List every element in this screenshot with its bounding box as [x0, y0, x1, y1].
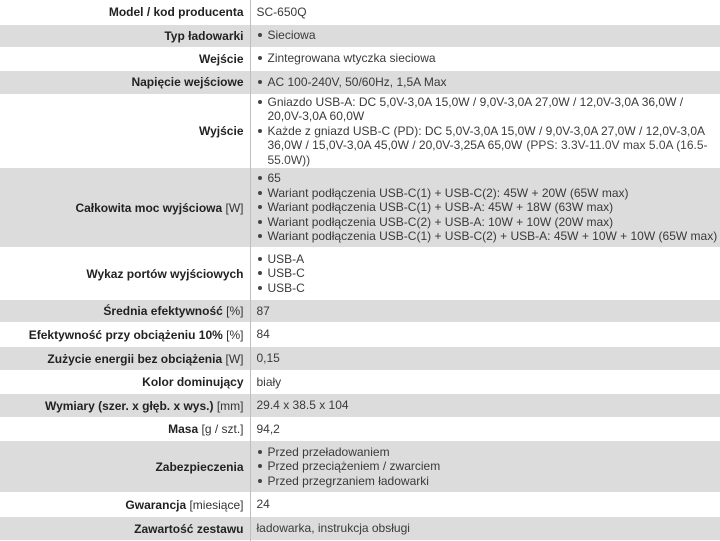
spec-row-input [0, 47, 720, 70]
row-label: Gwarancja [miesiące] [0, 493, 250, 517]
spec-row-no-load [0, 347, 720, 371]
spec-row-mass [0, 418, 720, 441]
spec-row-output [0, 94, 720, 168]
list-item: Zintegrowana wtyczka sieciowa [257, 51, 720, 66]
list-item: Sieciowa [257, 28, 720, 43]
row-value: SC-650Q [250, 0, 720, 24]
spec-row-model [0, 0, 720, 24]
list-item: Wariant podłączenia USB-C(1) + USB-C(2): 45W + 20W (65W max) [257, 186, 720, 201]
list-item: 65 [257, 171, 720, 186]
row-value [250, 168, 720, 248]
spec-row-contents [0, 517, 720, 541]
row-value [250, 248, 720, 300]
spec-row-total-power [0, 168, 720, 248]
list-item: USB-C [257, 266, 720, 281]
row-label: Model / kod producenta [0, 0, 250, 24]
row-label: Całkowita moc wyjściowa [W] [0, 168, 250, 248]
row-value: 84 [250, 323, 720, 347]
list-item: Przed przeładowaniem [257, 445, 720, 460]
row-value [250, 24, 720, 47]
spec-row-dimensions [0, 394, 720, 418]
row-value [250, 70, 720, 94]
spec-row-input-voltage [0, 70, 720, 94]
row-value: 87 [250, 300, 720, 323]
row-value: ładowarka, instrukcja obsługi [250, 517, 720, 541]
row-value [250, 94, 720, 168]
row-label: Średnia efektywność [%] [0, 300, 250, 323]
row-label: Napięcie wejściowe [0, 70, 250, 94]
list-item: USB-C [257, 281, 720, 296]
row-label: Masa [g / szt.] [0, 418, 250, 441]
spec-row-warranty [0, 493, 720, 517]
list-item: Przed przegrzaniem ładowarki [257, 474, 720, 489]
row-label: Typ ładowarki [0, 24, 250, 47]
spec-row-avg-efficiency [0, 300, 720, 323]
spec-row-efficiency-10 [0, 323, 720, 347]
list-item: Przed przeciążeniem / zwarciem [257, 459, 720, 474]
row-label: Kolor dominujący [0, 371, 250, 394]
row-value: 29.4 x 38.5 x 104 [250, 394, 720, 418]
row-label: Zużycie energii bez obciążenia [W] [0, 347, 250, 371]
list-item: AC 100-240V, 50/60Hz, 1,5A Max [257, 75, 720, 90]
list-item: Wariant podłączenia USB-C(1) + USB-C(2) + USB-A: 45W + 10W + 10W (65W max) [257, 229, 720, 244]
list-item: Wariant podłączenia USB-C(2) + USB-A: 10W + 10W (20W max) [257, 215, 720, 230]
row-label: Efektywność przy obciążeniu 10% [%] [0, 323, 250, 347]
row-value: biały [250, 371, 720, 394]
row-label: Wykaz portów wyjściowych [0, 248, 250, 300]
row-value: 0,15 [250, 347, 720, 371]
list-item: USB-A [257, 252, 720, 267]
list-item: Każde z gniazd USB-C (PD): DC 5,0V-3,0A 15,0W / 9,0V-3,0A 27,0W / 12,0V-3,0A 36,0W / 15,0V-3,0A 45,0W / 20,0V-3,25A 65,0W (PPS: 3.3V-11.0V max 5.0A (16.5-55.0W)) [257, 124, 720, 168]
row-label: Wymiary (szer. x głęb. x wys.) [mm] [0, 394, 250, 418]
row-label: Zabezpieczenia [0, 441, 250, 493]
spec-row-protections [0, 441, 720, 493]
row-label: Wejście [0, 47, 250, 70]
row-label: Zawartość zestawu [0, 517, 250, 541]
row-label: Wyjście [0, 94, 250, 168]
list-item: Gniazdo USB-A: DC 5,0V-3,0A 15,0W / 9,0V-3,0A 27,0W / 12,0V-3,0A 36,0W / 20,0V-3,0A 60,0W [257, 95, 720, 124]
pps-note: (PPS: 3.3V-11.0V max 5.0A (16.5-55.0W)) [268, 138, 708, 167]
list-item: Wariant podłączenia USB-C(1) + USB-A: 45W + 18W (63W max) [257, 200, 720, 215]
row-value [250, 441, 720, 493]
spec-row-color [0, 371, 720, 394]
row-value: 94,2 [250, 418, 720, 441]
spec-row-charger-type [0, 24, 720, 47]
row-value [250, 47, 720, 70]
spec-row-ports [0, 248, 720, 300]
row-value: 24 [250, 493, 720, 517]
